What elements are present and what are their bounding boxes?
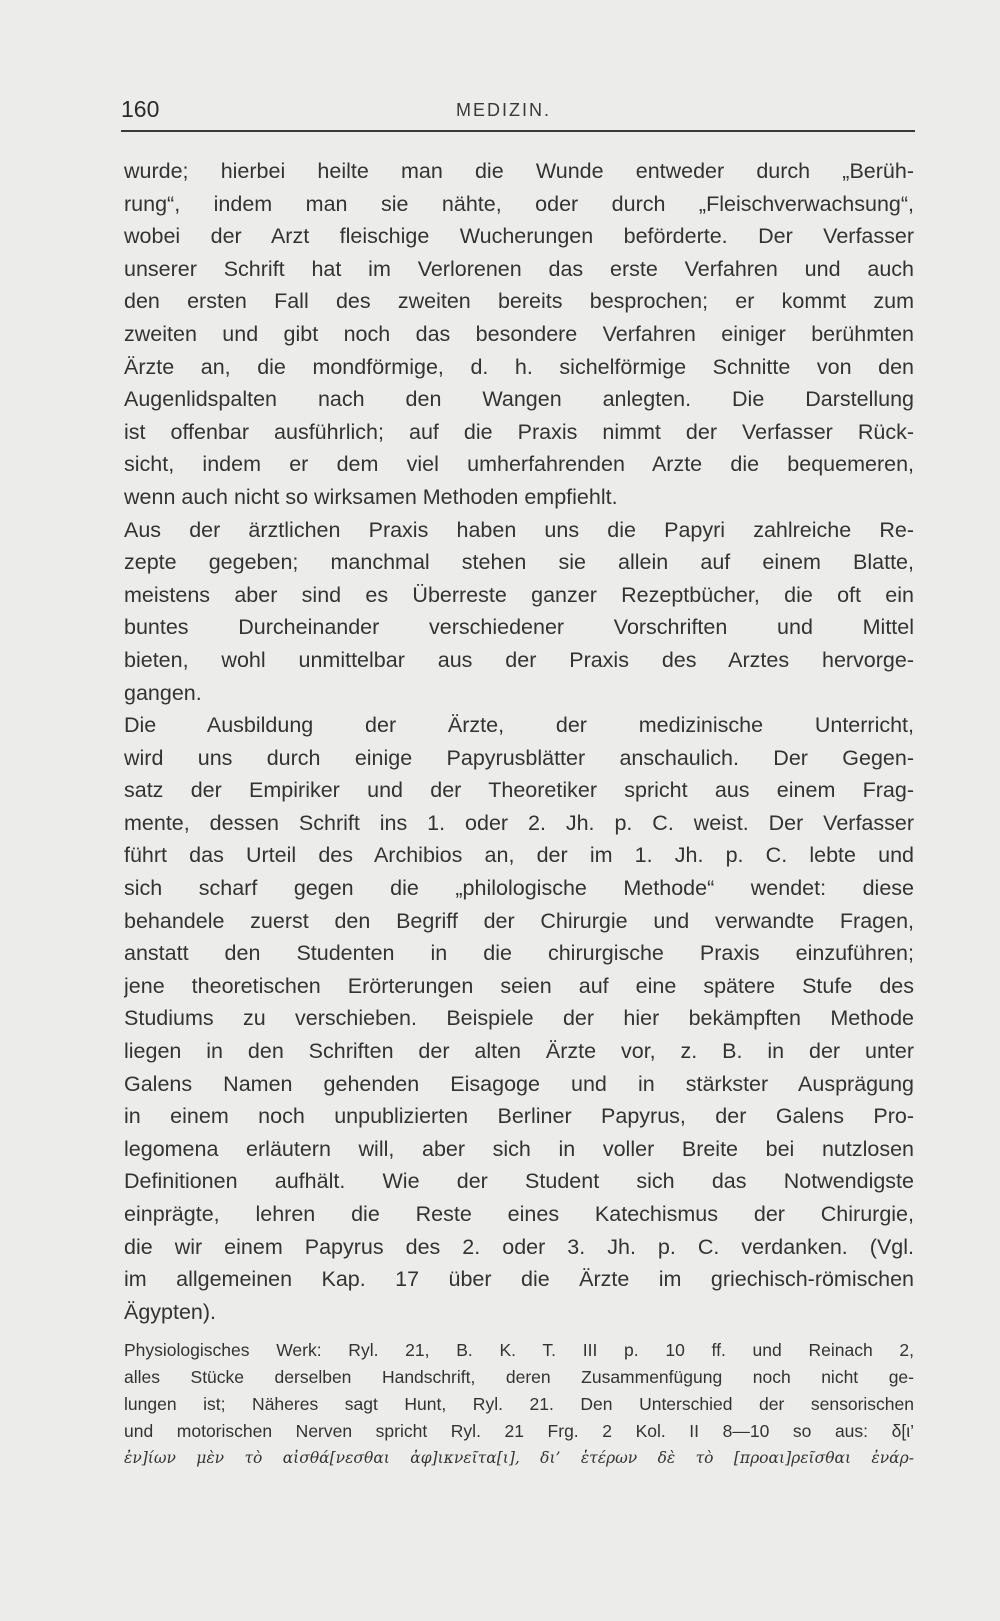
text-line: sicht, indem er dem viel umherfahrenden Arzte die bequemeren, [124, 452, 914, 477]
text-line: mente, dessen Schrift ins 1. oder 2. Jh. p. C. weist. Der Verfasser [124, 810, 914, 835]
text-line: liegen in den Schriften der alten Ärzte vor, z. B. in der unter [124, 1039, 914, 1064]
text-line: meistens aber sind es Überreste ganzer Rezeptbücher, die oft ein [124, 582, 914, 607]
footnote-block [124, 1337, 914, 1472]
text-line: wird uns durch einige Papyrusblätter anschaulich. Der Gegen- [124, 745, 914, 770]
text-line: ist offenbar ausführlich; auf die Praxis nimmt der Verfasser Rück- [124, 419, 914, 444]
text-line: wenn auch nicht so wirksamen Methoden empfiehlt. [124, 484, 618, 509]
text-line: rung“, indem man sie nähte, oder durch „Fleischverwachsung“, [124, 191, 914, 216]
footnote-line: ἐν]ίων μὲν τὸ αἰσθά[νεσθαι ἀφ]ικνεῖτα[ι], δι’ ἑτέρων δὲ τὸ [προαι]ρεῖσθαι ἐνάρ- [124, 1449, 914, 1467]
text-line: jene theoretischen Erörterungen seien auf eine spätere Stufe des [124, 973, 914, 998]
text-line: Aus der ärztlichen Praxis haben uns die Papyri zahlreiche Re- [124, 517, 914, 542]
text-line: führt das Urteil des Archibios an, der im 1. Jh. p. C. lebte und [124, 843, 914, 868]
text-line: wurde; hierbei heilte man die Wunde entweder durch „Berüh- [124, 159, 914, 183]
main-text [124, 155, 914, 1328]
footnote-line: und motorischen Nerven spricht Ryl. 21 Frg. 2 Kol. II 8—10 so aus: δ[ι’ [124, 1421, 914, 1441]
text-line: legomena erläutern will, aber sich in voller Breite bei nutzlosen [124, 1136, 914, 1161]
text-line: anstatt den Studenten in die chirurgische Praxis einzuführen; [124, 941, 914, 966]
text-line: Ärzte an, die mondförmige, d. h. sichelförmige Schnitte von den [124, 354, 914, 379]
page-header [121, 96, 915, 132]
text-line: zweiten und gibt noch das besondere Verfahren einiger berühmten [124, 321, 914, 346]
text-line: im allgemeinen Kap. 17 über die Ärzte im griechisch-römischen [124, 1267, 914, 1292]
text-line: zepte gegeben; manchmal stehen sie allein auf einem Blatte, [124, 550, 914, 575]
text-line: die wir einem Papyrus des 2. oder 3. Jh. p. C. verdanken. (Vgl. [124, 1234, 914, 1259]
text-line: Augenlidspalten nach den Wangen anlegten. Die Darstellung [124, 387, 914, 412]
text-line: unserer Schrift hat im Verlorenen das erste Verfahren und auch [124, 256, 914, 281]
footnote-line: alles Stücke derselben Handschrift, deren Zusammenfügung noch nicht ge- [124, 1367, 914, 1387]
footnote-line: Physiologisches Werk: Ryl. 21, B. K. T. III p. 10 ff. und Reinach 2, [124, 1340, 914, 1360]
text-line: Galens Namen gehenden Eisagoge und in stärkster Ausprägung [124, 1071, 914, 1096]
text-line: Definitionen aufhält. Wie der Student sich das Notwendigste [124, 1169, 914, 1194]
running-head: MEDIZIN. [456, 100, 551, 120]
text-line: bieten, wohl unmittelbar aus der Praxis des Arztes hervorge- [124, 647, 914, 672]
text-line: Studiums zu verschieben. Beispiele der hier bekämpften Methode [124, 1006, 914, 1031]
page-number: 160 [121, 96, 160, 122]
text-line: sich scharf gegen die „philologische Methode“ wendet: diese [124, 876, 914, 901]
text-line: den ersten Fall des zweiten bereits besprochen; er kommt zum [124, 289, 914, 314]
text-line: einprägte, lehren die Reste eines Katechismus der Chirurgie, [124, 1202, 914, 1226]
text-line: gangen. [124, 680, 202, 705]
text-line: behandele zuerst den Begriff der Chirurgie und verwandte Fragen, [124, 908, 914, 933]
text-line: buntes Durcheinander verschiedener Vorschriften und Mittel [124, 615, 914, 640]
text-line: satz der Empiriker und der Theoretiker spricht aus einem Frag- [124, 778, 914, 803]
footnote-line: lungen ist; Näheres sagt Hunt, Ryl. 21. Den Unterschied der sensorischen [124, 1394, 914, 1414]
text-line: in einem noch unpublizierten Berliner Papyrus, der Galens Pro- [124, 1104, 914, 1129]
text-line: Ägypten). [124, 1299, 217, 1324]
text-line: Die Ausbildung der Ärzte, der medizinische Unterricht, [124, 713, 914, 738]
text-line: wobei der Arzt fleischige Wucherungen beförderte. Der Verfasser [124, 224, 914, 249]
